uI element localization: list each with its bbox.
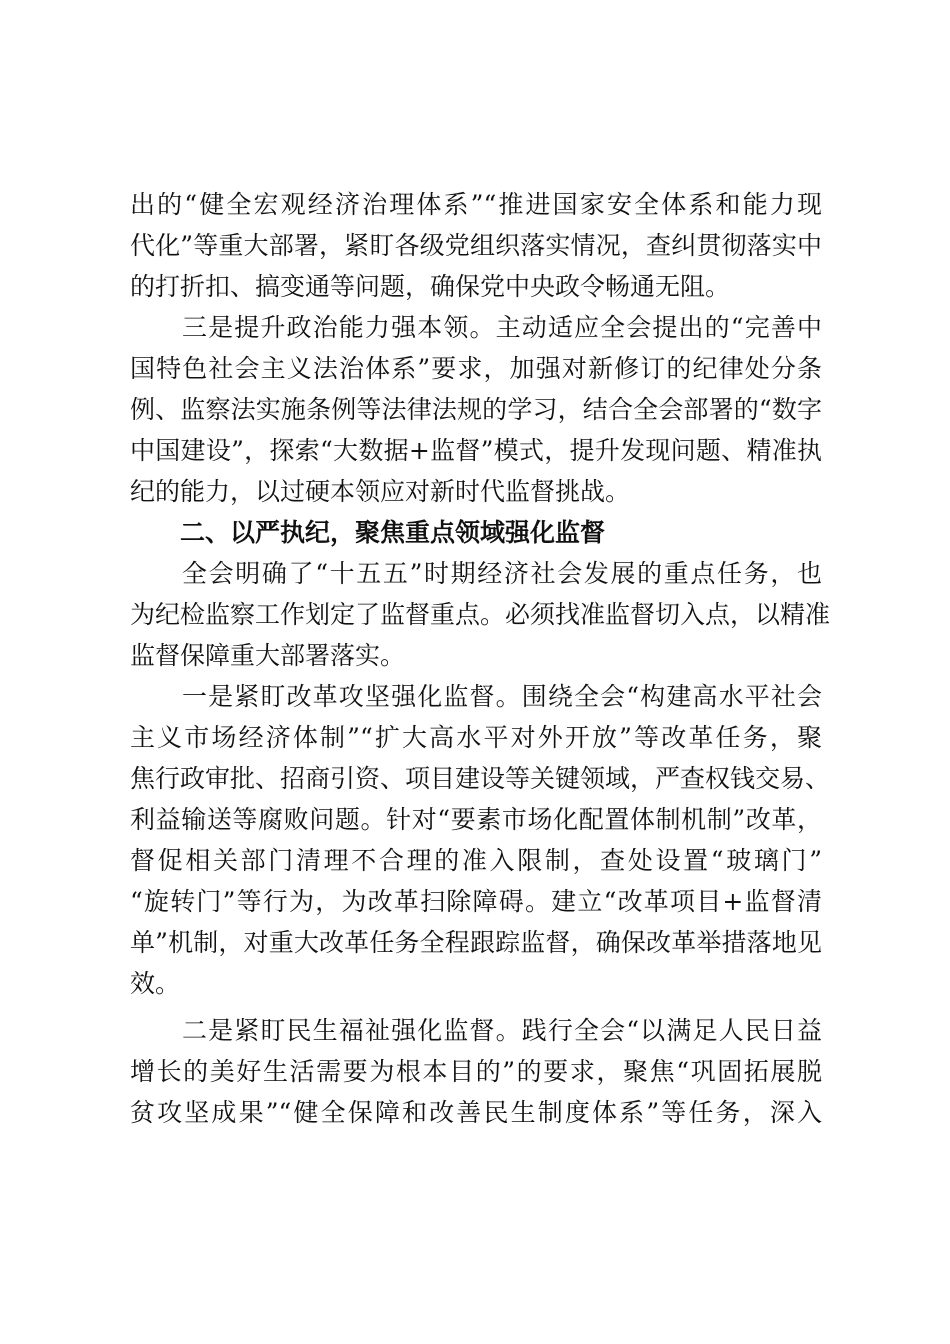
text-line: 主义市场经济体制”“扩大高水平对外开放”等改革任务，聚 bbox=[130, 723, 822, 752]
text-line: 中国建设”，探索“大数据+监督”模式，提升发现问题、精准执 bbox=[130, 436, 822, 465]
paragraph-reform-supervision bbox=[130, 676, 831, 1004]
text-line: 效。 bbox=[130, 969, 181, 998]
text-line: 出的“健全宏观经济治理体系”“推进国家安全体系和能力现 bbox=[130, 190, 822, 219]
text-line: 二是紧盯民生福祉强化监督。践行全会“以满足人民日益 bbox=[182, 1016, 822, 1045]
text-line: 为纪检监察工作划定了监督重点。必须找准监督切入点，以精准 bbox=[130, 600, 831, 629]
text-line: 代化”等重大部署，紧盯各级党组织落实情况，查纠贯彻落实中 bbox=[130, 231, 822, 260]
text-line: 单”机制，对重大改革任务全程跟踪监督，确保改革举措落地见 bbox=[130, 928, 822, 957]
paragraph-plenum-tasks bbox=[130, 553, 831, 676]
text-line: 一是紧盯改革攻坚强化监督。围绕全会“构建高水平社会 bbox=[182, 682, 822, 711]
text-line: 纪的能力，以过硬本领应对新时代监督挑战。 bbox=[130, 477, 631, 506]
text-line: 利益输送等腐败问题。针对“要素市场化配置体制机制”改革， bbox=[130, 805, 822, 834]
text-line: 国特色社会主义法治体系”要求，加强对新修订的纪律处分条 bbox=[130, 354, 822, 383]
text-line: 监督保障重大部署落实。 bbox=[130, 641, 406, 670]
text-line: 督促相关部门清理不合理的准入限制，查处设置“玻璃门” bbox=[130, 846, 822, 875]
document-page bbox=[130, 184, 831, 1133]
text-line: 贫攻坚成果”“健全保障和改善民生制度体系”等任务，深入 bbox=[130, 1098, 822, 1127]
paragraph-livelihood-supervision bbox=[130, 1010, 822, 1133]
section-heading: 二、以严执纪，聚焦重点领域强化监督 bbox=[180, 518, 606, 547]
text-line: 的打折扣、搞变通等问题，确保党中央政令畅通无阻。 bbox=[130, 272, 731, 301]
paragraph-continuation bbox=[130, 184, 822, 307]
text-line: 增长的美好生活需要为根本目的”的要求，聚焦“巩固拓展脱 bbox=[130, 1057, 822, 1086]
text-line: 全会明确了“十五五”时期经济社会发展的重点任务，也 bbox=[182, 559, 822, 588]
text-line: 例、监察法实施条例等法律法规的学习，结合全会部署的“数字 bbox=[130, 395, 822, 424]
text-line: 三是提升政治能力强本领。主动适应全会提出的“完善中 bbox=[182, 313, 822, 342]
text-line: “旋转门”等行为，为改革扫除障碍。建立“改革项目+监督清 bbox=[130, 887, 822, 916]
text-line: 焦行政审批、招商引资、项目建设等关键领域，严查权钱交易、 bbox=[130, 764, 831, 793]
paragraph-political-ability bbox=[130, 307, 822, 512]
